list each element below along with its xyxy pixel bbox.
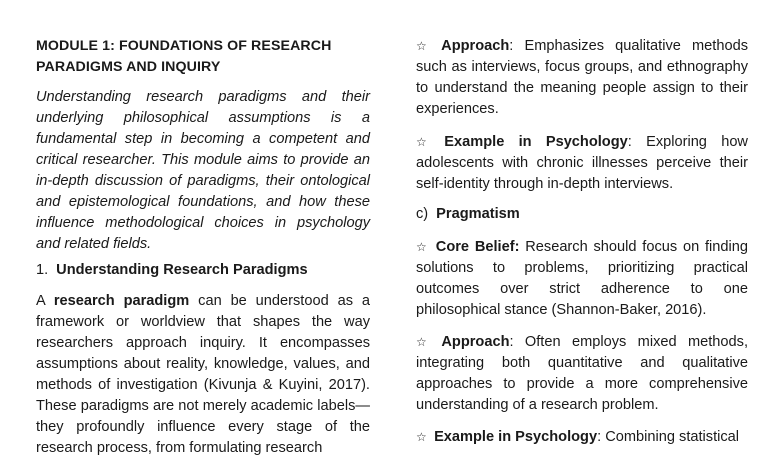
star-icon: ☆ (416, 240, 427, 254)
core-text: Research should focus on finding solutions to problems, prioritizing practical outcomes over strict adherence to one philosophical stance (Shannon-Baker, 2016). (416, 239, 749, 318)
core-belief-pragmatism (416, 237, 748, 321)
star-icon: ☆ (416, 39, 427, 53)
sub-title: Pragmatism (436, 206, 520, 222)
star-icon: ☆ (416, 430, 427, 444)
section-title: Understanding Research Paradigms (56, 262, 308, 278)
approach2-label: Approach (441, 334, 510, 350)
section-heading (36, 260, 308, 281)
example1-text: : Exploring how adolescents with chronic illnesses perceive their self-identity through in-depth interviews. (416, 134, 748, 192)
body-prefix: A (36, 293, 54, 309)
pragmatism-heading (416, 204, 520, 225)
approach1-text: : Emphasizes qualitative methods such as interviews, focus groups, and ethnography to understand the meaning people assign to their experiences. (416, 38, 748, 117)
example1-label: Example in Psychology (444, 134, 628, 150)
paradigm-definition-paragraph (36, 291, 370, 459)
sub-letter: c) (416, 206, 429, 222)
approach2-text: : Often employs mixed methods, integrating both quantitative and qualitative approaches to provide a more comprehensive understanding of a research problem. (416, 334, 748, 413)
example-interpretivism (416, 132, 748, 195)
section-number: 1. (36, 262, 49, 278)
core-label: Core Belief: (435, 239, 520, 255)
example-pragmatism (416, 427, 748, 448)
approach-interpretivism (416, 36, 748, 120)
approach1-label: Approach (441, 38, 510, 54)
module-title: MODULE 1: FOUNDATIONS OF RESEARCH PARADIGMS AND INQUIRY (36, 38, 332, 75)
example2-text: : Combining statistical (597, 429, 740, 445)
example2-label: Example in Psychology (434, 429, 598, 445)
approach-pragmatism (416, 332, 748, 416)
module-intro: Understanding research paradigms and their underlying philosophical assumptions is a fundamental step in becoming a competent and critical researcher. This module aims to provide an in-depth discussion of paradigms, their ontological and epistemological foundations, and how these influence methodological choices in psychology and related fields. (36, 89, 370, 252)
star-icon: ☆ (416, 335, 427, 349)
star-icon: ☆ (416, 135, 427, 149)
body-term: research paradigm (53, 293, 190, 309)
body-rest: can be understood as a framework or worldview that shapes the way researchers approach inquiry. It encompasses assumptions about reality, knowledge, values, and methods of investigation (Kivunja & Kuyini, 2017). These paradigms are not merely academic labels—they profoundly influence every stage of the research process, from formulating research (36, 293, 371, 456)
